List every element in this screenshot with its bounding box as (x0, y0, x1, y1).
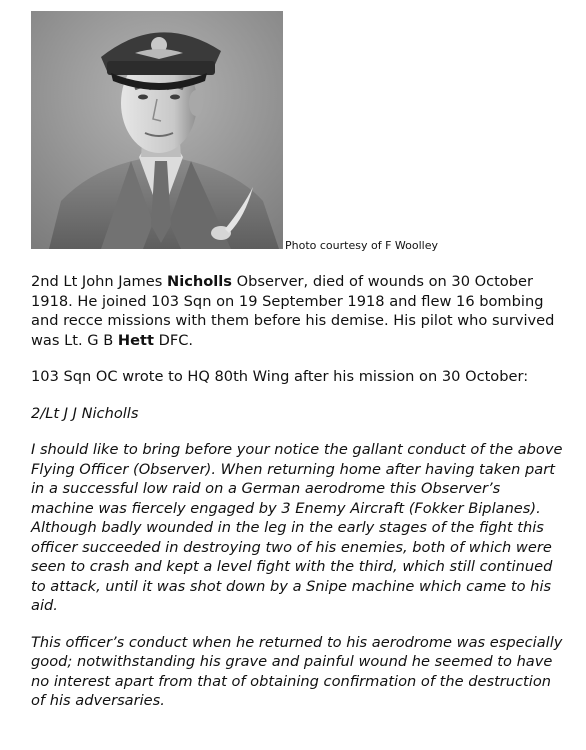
intro-paragraph (31, 272, 566, 350)
intro-text-3: DFC. (153, 331, 194, 349)
article-body (31, 272, 566, 728)
pilot-surname: Hett (117, 331, 154, 349)
letter-paragraph-2: This officer’s conduct when he returned to his aerodrome was especially good; notwithstanding his grave and painful wound he seemed to have no interest apart from that of obtaining confirmation of the destruction of his adversaries. (31, 633, 563, 709)
letter-heading: 2/Lt J J Nicholls (31, 404, 139, 422)
intro-text-1: 2nd Lt John James (31, 273, 167, 290)
intro-text-2: Observer, died of wounds on 30 October 1918. He joined 103 Sqn on 19 September 1918 and flew 16 bombing and recce missions with them before his demise. His pilot who survived was Lt. G B (31, 273, 555, 349)
letter-paragraph-1: I should like to bring before your notice the gallant conduct of the above Flying Officer (Observer). When returning home after having taken part in a successful low raid on a German aerodrome this Observer’s machine was fiercely engaged by 3 Enemy Aircraft (Fokker Biplanes). Although badly wounded in the leg in the early stages of the fight this officer succeeded in destroying two of his enemies, both of which were seen to crash and kept a level fight with the third, which still continued to attack, until it was shot down by a Snipe machine which came to his aid. (31, 441, 563, 614)
portrait-photo (31, 11, 283, 249)
surname: Nicholls (166, 273, 232, 290)
photo-caption: Photo courtesy of F Woolley (285, 239, 438, 252)
oc-note: 103 Sqn OC wrote to HQ 80th Wing after his mission on 30 October: (31, 368, 529, 385)
photo-block (31, 11, 438, 252)
